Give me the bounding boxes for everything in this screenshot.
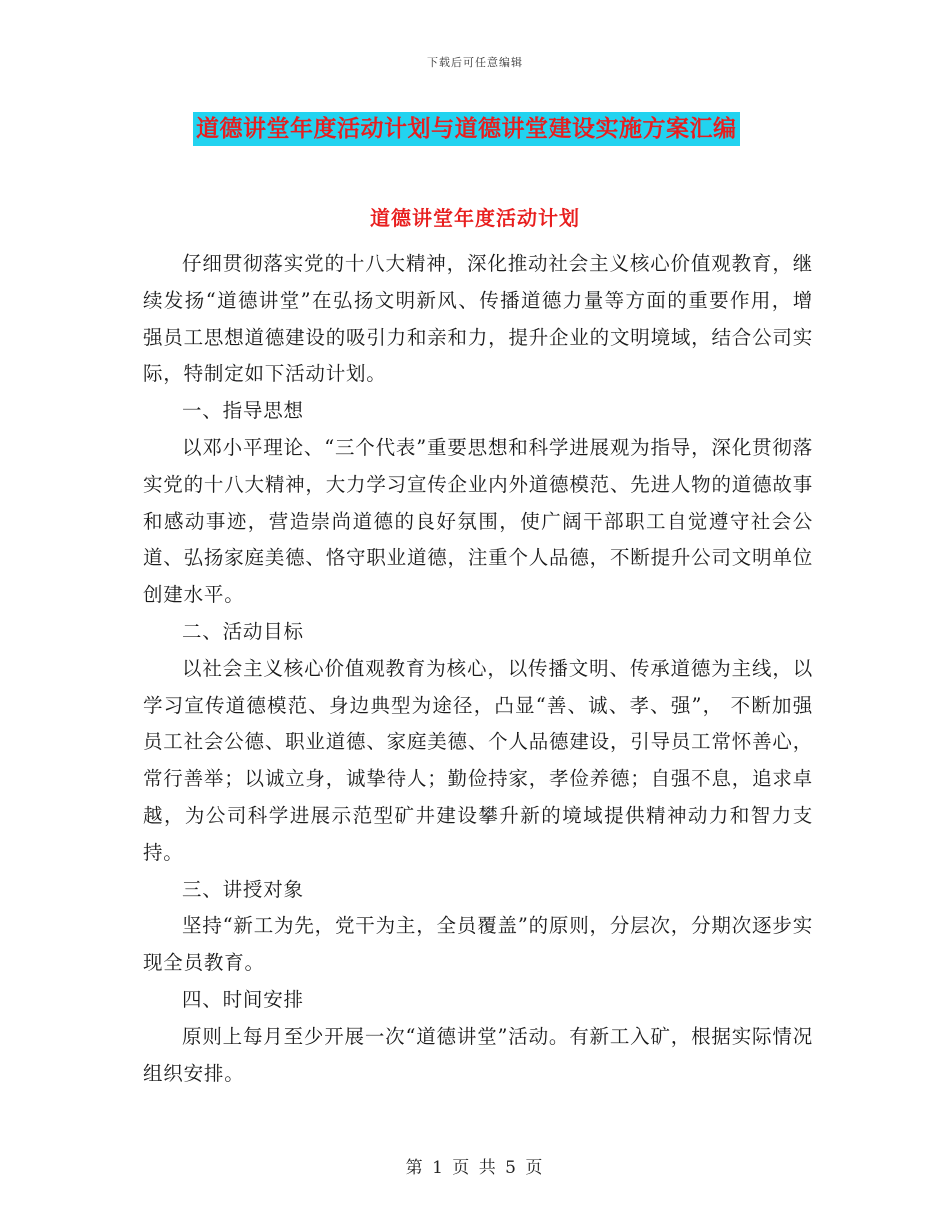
header-note: 下载后可任意编辑 xyxy=(427,56,523,69)
paragraph-schedule: 原则上每月至少开展一次“道德讲堂”活动。有新工入矿，根据实际情况组织安排。 xyxy=(143,1024,813,1085)
main-title: 道德讲堂年度活动计划与道德讲堂建设实施方案汇编 xyxy=(196,116,737,142)
paragraph-audience: 坚持“新工为先，党干为主，全员覆盖”的原则，分层次，分期次逐步实现全员教育。 xyxy=(143,914,813,975)
main-title-highlight xyxy=(193,112,740,146)
paragraph-activity-goals: 以社会主义核心价值观教育为核心，以传播文明、传承道德为主线，以学习宣传道德模范、身边典型为途径，凸显“善、诚、孝、强”， 不断加强员工社会公德、职业道德、家庭美德、个人品德建设，引导员工常怀善心，常行善举；以诚立身，诚挚待人；勤俭持家，孝俭养德；自强不息，追求卓越，为公司科学进展示范型矿井建设攀升新的境域提供精神动力和智力支持。 xyxy=(143,656,813,864)
heading-audience: 三、讲授对象 xyxy=(182,877,304,901)
page-number-footer: 第 1 页 共 5 页 xyxy=(405,1158,545,1178)
heading-activity-goals: 二、活动目标 xyxy=(182,619,304,643)
intro-paragraph: 仔细贯彻落实党的十八大精神，深化推动社会主义核心价值观教育，继续发扬“道德讲堂”在弘扬文明新风、传播道德力量等方面的重要作用，增强员工思想道德建设的吸引力和亲和力，提升企业的文明境域，结合公司实际，特制定如下活动计划。 xyxy=(143,252,813,386)
section-title: 道德讲堂年度活动计划 xyxy=(370,206,580,230)
heading-guiding-ideology: 一、指导思想 xyxy=(182,399,304,423)
paragraph-guiding-ideology: 以邓小平理论、“三个代表”重要思想和科学进展观为指导，深化贯彻落实党的十八大精神，大力学习宣传企业内外道德模范、先进人物的道德故事和感动事迹，营造崇尚道德的良好氛围，使广阔干部职工自觉遵守社会公道、弘扬家庭美德、恪守职业道德，注重个人品德，不断提升公司文明单位创建水平。 xyxy=(143,435,813,607)
document-body xyxy=(143,246,813,1092)
heading-schedule: 四、时间安排 xyxy=(182,987,304,1011)
